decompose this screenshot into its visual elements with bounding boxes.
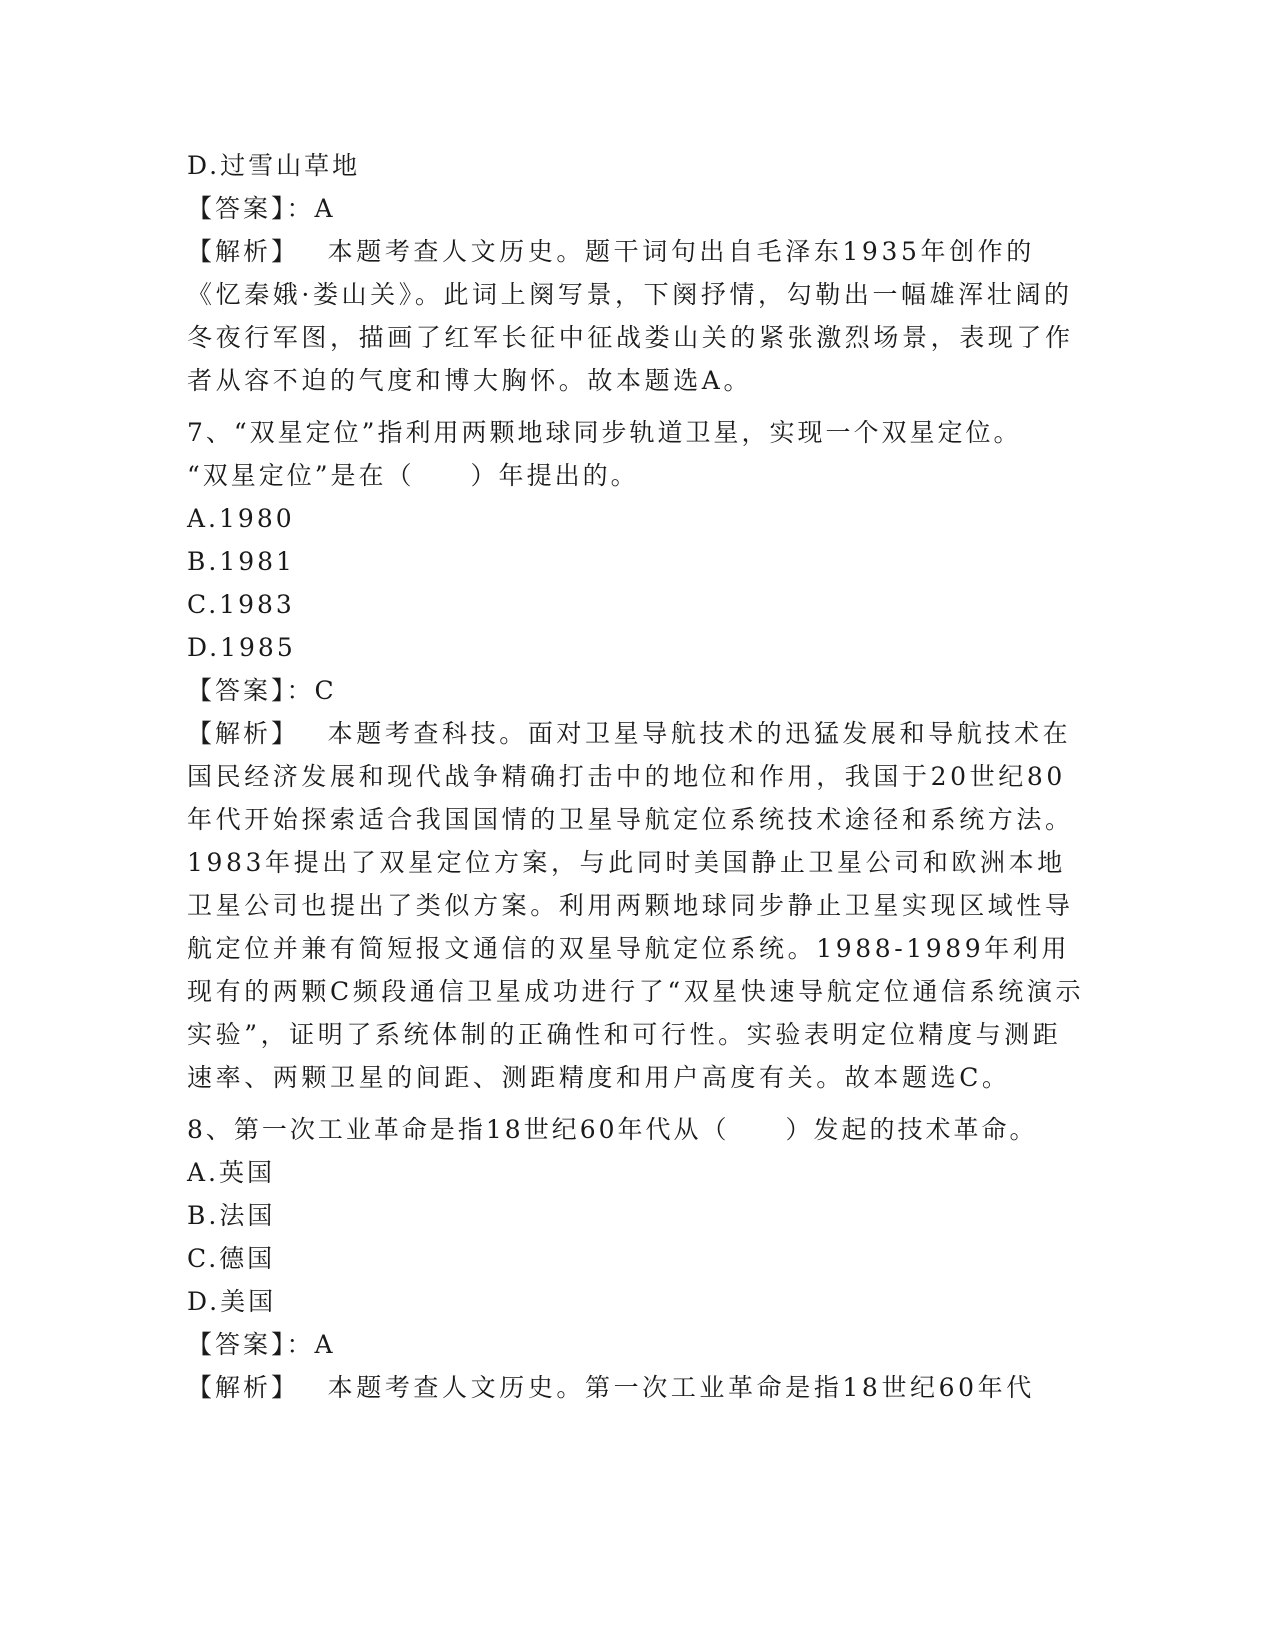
q8-answer: [187, 1323, 1087, 1366]
q6-analysis: [187, 230, 1087, 402]
q7-analysis: [187, 712, 1087, 1099]
q6-option-d: D.过雪山草地: [187, 151, 361, 180]
q7-answer: [187, 669, 1087, 712]
answer-label: 【答案】：: [187, 1330, 315, 1359]
analysis-text: 本题考查人文历史。题干词句出自毛泽东1935年创作的《忆秦娥·娄山关》。此词上阕写景，下阕抒情，勾勒出一幅雄浑壮阔的冬夜行军图，描画了红军长征中征战娄山关的紧张激烈场景，表现了作者从容不迫的气度和博大胸怀。故本题选A。: [187, 237, 1074, 395]
q7-option-d: D.1985: [187, 633, 296, 662]
answer-label: 【答案】：: [187, 676, 315, 705]
analysis-text: 本题考查人文历史。第一次工业革命是指18世纪60年代: [327, 1373, 1035, 1402]
q8-option-c: C.德国: [187, 1244, 276, 1273]
q7-stem-line1: 7、“双星定位”指利用两颗地球同步轨道卫星，实现一个双星定位。: [187, 418, 1022, 447]
q8-analysis: [187, 1366, 1087, 1409]
q8-stem: 8、第一次工业革命是指18世纪60年代从（ ）发起的技术革命。: [187, 1115, 1038, 1144]
q7-option-c: C.1983: [187, 590, 295, 619]
q8-option-d: D.美国: [187, 1287, 277, 1316]
q8-option-b: B.法国: [187, 1201, 276, 1230]
q7-stem-line2: “双星定位”是在（ ）年提出的。: [187, 461, 639, 490]
page-content: [187, 144, 1087, 1409]
analysis-label: 【解析】: [187, 719, 300, 748]
analysis-label: 【解析】: [187, 237, 300, 266]
answer-value: C: [314, 676, 337, 705]
analysis-label: 【解析】: [187, 1373, 300, 1402]
analysis-text: 本题考查科技。面对卫星导航技术的迅猛发展和导航技术在国民经济发展和现代战争精确打击中的地位和作用，我国于20世纪80年代开始探索适合我国国情的卫星导航定位系统技术途径和系统方法。1983年提出了双星定位方案，与此同时美国静止卫星公司和欧洲本地卫星公司也提出了类似方案。利用两颗地球同步静止卫星实现区域性导航定位并兼有简短报文通信的双星导航定位系统。1988-1989年利用现有的两颗C频段通信卫星成功进行了“双星快速导航定位通信系统演示实验”，证明了系统体制的正确性和可行性。实验表明定位精度与测距速率、两颗卫星的间距、测距精度和用户高度有关。故本题选C。: [187, 719, 1085, 1092]
q7-option-a: A.1980: [187, 504, 295, 533]
q8-option-a: A.英国: [187, 1158, 276, 1187]
answer-value: A: [314, 194, 336, 223]
answer-value: A: [314, 1330, 336, 1359]
q7-option-b: B.1981: [187, 547, 295, 576]
q6-answer: [187, 187, 1087, 230]
answer-label: 【答案】：: [187, 194, 315, 223]
